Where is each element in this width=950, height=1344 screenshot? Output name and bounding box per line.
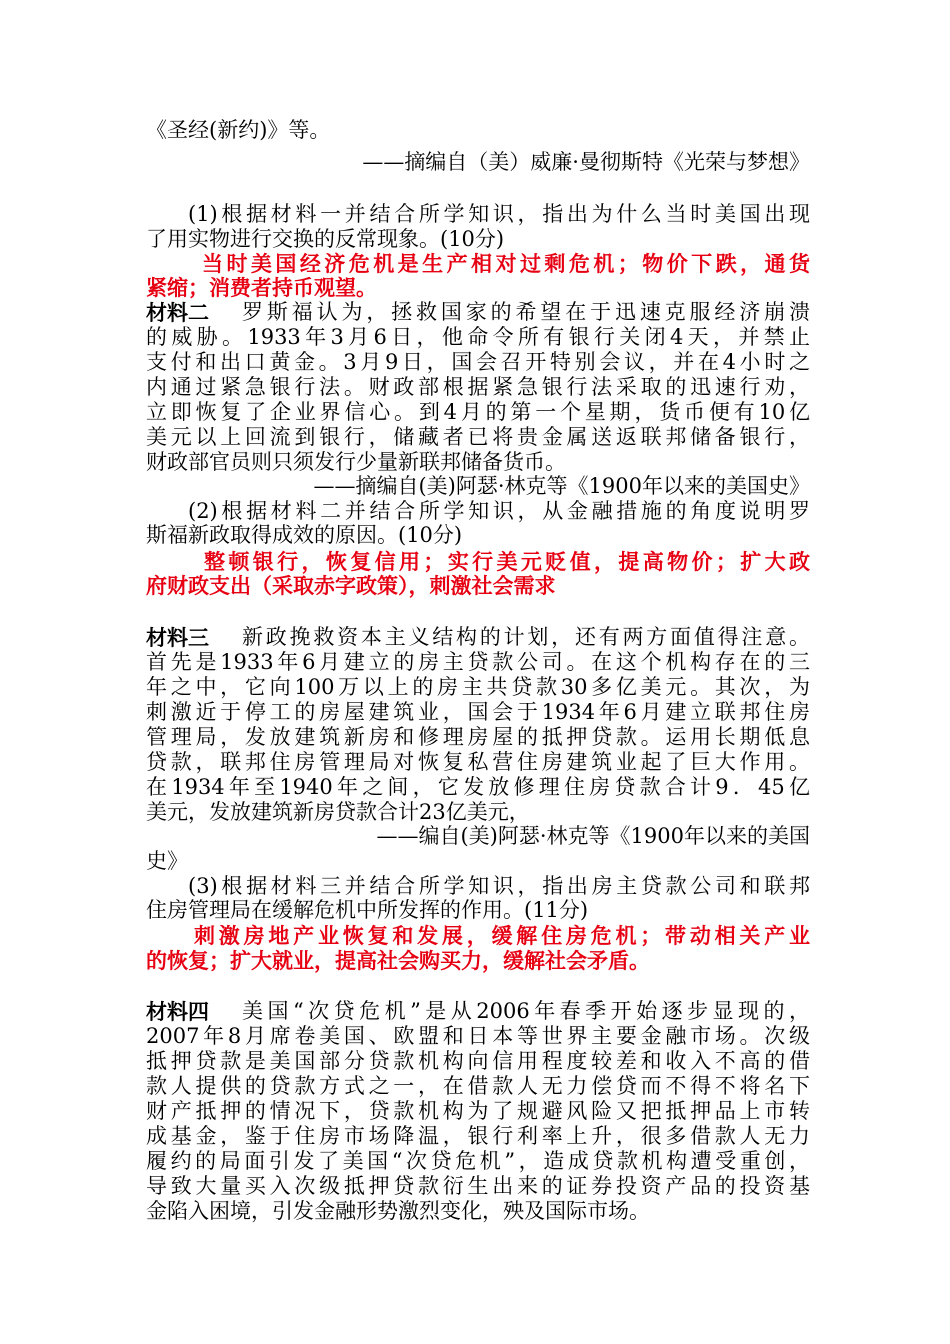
material1-source: ——摘编自（美）威廉·曼彻斯特《光荣与梦想》 (362, 150, 810, 174)
material4-line-1: 美国“次贷危机”是从2006年春季开始逐步显现的， (242, 999, 810, 1023)
material3-line-1: 新政挽救资本主义结构的计划，还有两方面值得注意。 (242, 625, 810, 649)
material2-label: 材料二 (146, 300, 209, 325)
q3-line-2: 住房管理局在缓解危机中所发挥的作用。(11分) (146, 898, 589, 922)
material3-source-tail: 史》 (146, 849, 188, 873)
material3-line-6: 贷款，联邦住房管理局对恢复私营住房建筑业起了巨大作用。 (146, 750, 810, 774)
material4-line-8: 导致大量买入次级抵押贷款衍生出来的证券投资产品的投资基 (146, 1174, 810, 1198)
material3-line-2: 首先是1933年6月建立的房主贷款公司。在这个机构存在的三 (146, 650, 810, 674)
material1-tail: 《圣经(新约)》等。 (146, 118, 331, 142)
material2-line-6: 美元以上回流到银行，储藏者已将贵金属送返联邦储备银行， (146, 425, 810, 449)
material3-line-5: 管理局，发放建筑新房和修理房屋的抵押贷款。运用长期低息 (146, 725, 810, 749)
q2-answer-line-1: 整顿银行，恢复信用；实行美元贬值，提高物价；扩大政 (204, 549, 810, 574)
material4-line-5: 财产抵押的情况下，贷款机构为了规避风险又把抵押品上市转 (146, 1099, 810, 1123)
material2-line-7: 财政部官员则只须发行少量新联邦储备货币。 (146, 450, 566, 474)
material4-line-9: 金陷入困境，引发金融形势激烈变化，殃及国际市场。 (146, 1199, 650, 1223)
material2-line-1: 罗斯福认为，拯救国家的希望在于迅速克服经济崩溃 (242, 300, 810, 324)
q1-line-1: (1)根据材料一并结合所学知识，指出为什么当时美国出现 (188, 202, 810, 226)
material4-line-6: 成基金，鉴于住房市场降温，银行利率上升，很多借款人无力 (146, 1124, 810, 1148)
material2-line-4: 内通过紧急银行法。财政部根据紧急银行法采取的迅速行劝， (146, 375, 810, 399)
material3-label: 材料三 (146, 625, 209, 650)
material2-line-3: 支付和出口黄金。3月9日，国会召开特别会议，并在4小时之 (146, 350, 810, 374)
material4-line-4: 款人提供的贷款方式之一，在借款人无力偿贷而不得不将名下 (146, 1074, 810, 1098)
material4-line-7: 履约的局面引发了美国“次贷危机”，造成贷款机构遭受重创， (146, 1149, 810, 1173)
q3-answer-line-1: 刺激房地产业恢复和发展，缓解住房危机；带动相关产业 (194, 923, 810, 948)
q2-line-2: 斯福新政取得成效的原因。(10分) (146, 523, 463, 547)
material4-line-2: 2007年8月席卷美国、欧盟和日本等世界主要金融市场。次级 (146, 1024, 810, 1048)
q1-answer-line-1: 当时美国经济危机是生产相对过剩危机；物价下跌，通货 (202, 251, 810, 276)
material2-line-2: 的威胁。1933年3月6日，他命令所有银行关闭4天，并禁止 (146, 325, 810, 349)
q3-answer-line-2: 的恢复；扩大就业，提高社会购买力，缓解社会矛盾。 (146, 948, 650, 973)
material3-line-4: 刺激近于停工的房屋建筑业，国会于1934年6月建立联邦住房 (146, 700, 810, 724)
material2-line-5: 立即恢复了企业界信心。到4月的第一个星期，货币便有10亿 (146, 400, 810, 424)
q2-answer-line-2: 府财政支出（采取赤字政策），刺激社会需求 (146, 573, 556, 598)
material3-line-8: 美元，发放建筑新房贷款合计23亿美元， (146, 800, 530, 824)
material4-label: 材料四 (146, 999, 209, 1024)
material3-source: ——编自(美)阿瑟·林克等《1900年以来的美国 (376, 824, 810, 848)
material3-line-7: 在1934年至1940年之间，它发放修理住房贷款合计9．45亿 (146, 775, 810, 799)
q1-answer-line-2: 紧缩；消费者持币观望。 (146, 275, 377, 300)
q2-line-1: (2)根据材料二并结合所学知识，从金融措施的角度说明罗 (188, 499, 810, 523)
q1-line-2: 了用实物进行交换的反常现象。(10分) (146, 227, 505, 251)
material2-source: ——摘编自(美)阿瑟·林克等《1900年以来的美国史》 (313, 474, 810, 498)
material3-line-3: 年之中，它向100万以上的房主共贷款30多亿美元。其次，为 (146, 675, 810, 699)
q3-line-1: (3)根据材料三并结合所学知识，指出房主贷款公司和联邦 (188, 874, 810, 898)
material4-line-3: 抵押贷款是美国部分贷款机构向信用程度较差和收入不高的借 (146, 1049, 810, 1073)
